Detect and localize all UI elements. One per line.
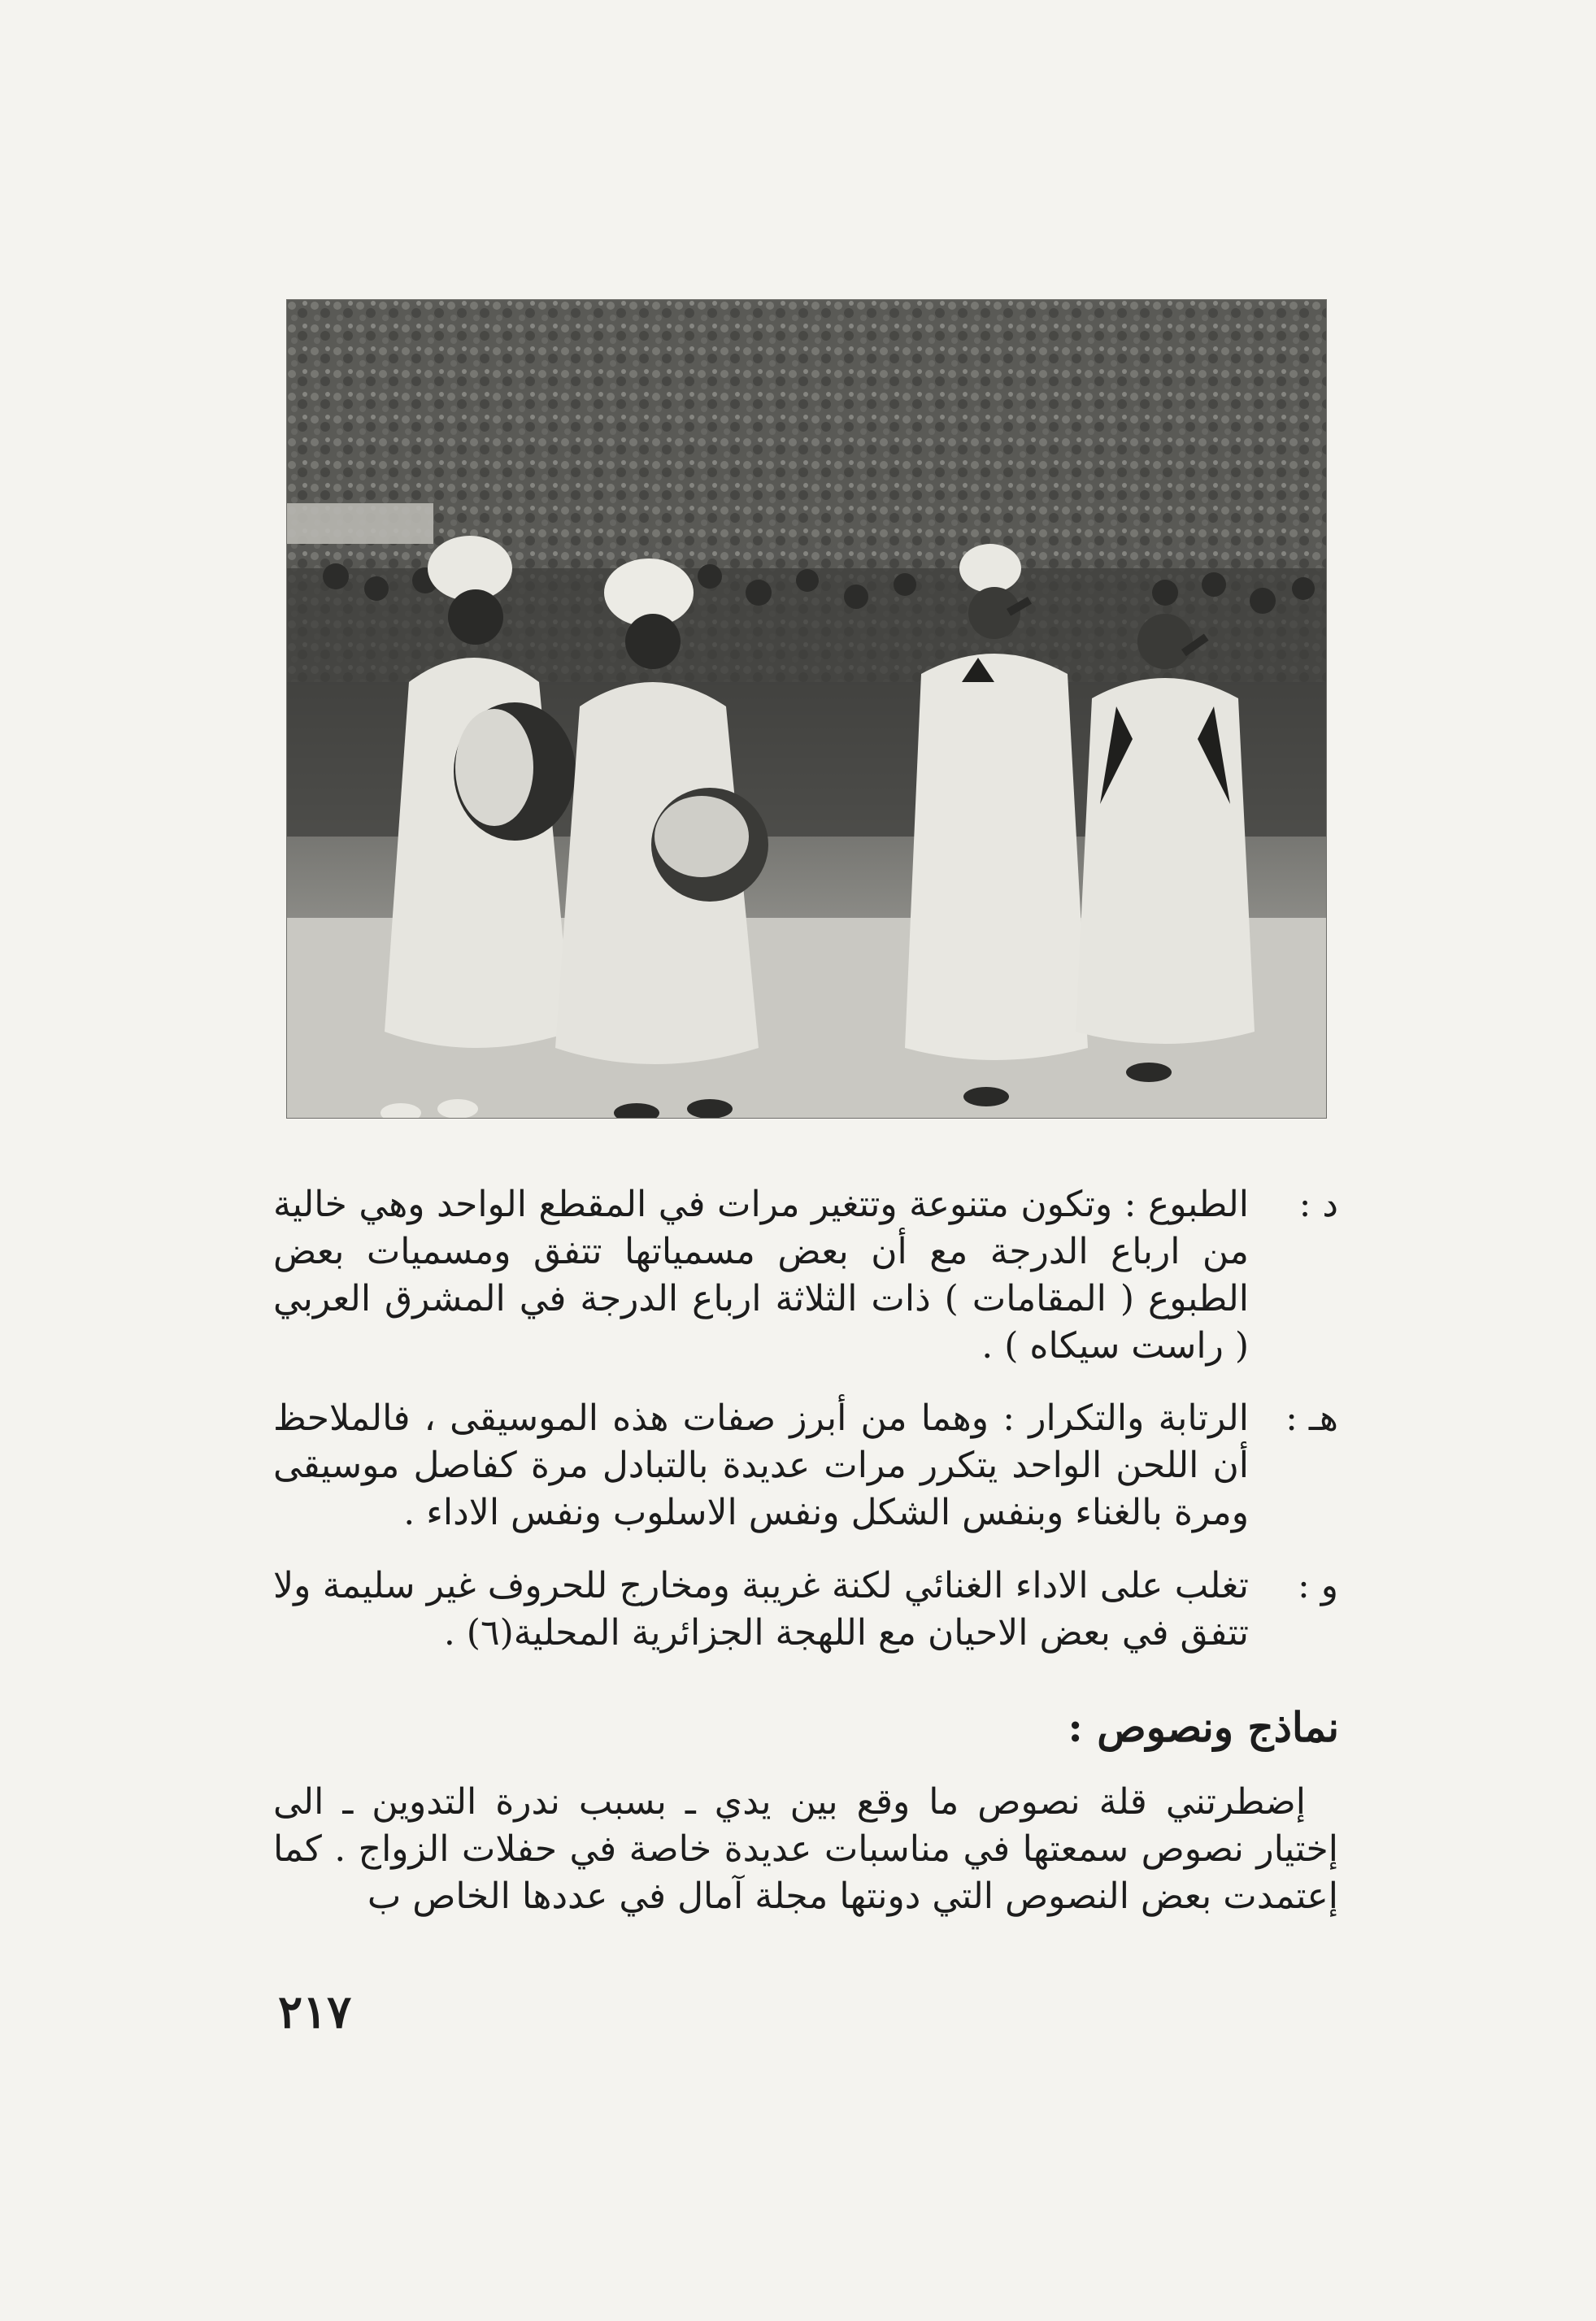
list-item-waw: [273, 1563, 1338, 1660]
photo-image: [287, 300, 1326, 1118]
item-marker: و :: [1297, 1565, 1338, 1606]
item-marker: د :: [1298, 1184, 1338, 1225]
item-text: تغلب على الاداء الغنائي لكنة غريبة ومخارج للحروف غير سليمة ولا تتفق في بعض الاحيان مع اللهجة الجزائرية المحلية(٦) .: [273, 1565, 1249, 1654]
item-text: الرتابة والتكرار : وهما من أبرز صفات هذه الموسيقى ، فالملاحظ أن اللحن الواحد يتكرر مرات عديدة بالتبادل مرة كفاصل موسيقى ومرة بالغناء وبنفس الشكل ونفس الاسلوب ونفس الاداء .: [273, 1397, 1249, 1533]
section-heading: نماذج ونصوص :: [1068, 1703, 1339, 1751]
item-marker: هـ :: [1285, 1397, 1338, 1439]
page-number: ٢١٧: [278, 1985, 352, 2039]
item-text: الطبوع : وتكون متنوعة وتتغير مرات في المقطع الواحد وهي خالية من ارباع الدرجة مع أن بعض مسمياتها تتفق ومسميات بعض الطبوع ( المقامات ) ذات الثلاثة ارباع الدرجة في المشرق العربي ( راست سيكاه ) .: [273, 1184, 1249, 1367]
list-item-ha: [273, 1395, 1338, 1541]
list-item-dal: [273, 1181, 1338, 1376]
photo-musicians: [286, 299, 1327, 1119]
body-paragraph: إضطرتني قلة نصوص ما وقع بين يدي ـ بسبب ندرة التدوين ـ الى إختيار نصوص سمعتها في مناسبات عديدة خاصة في حفلات الزواج . كما إعتمدت بعض النصوص التي دونتها مجلة آمال في عددها الخاص ب: [273, 1781, 1338, 1917]
